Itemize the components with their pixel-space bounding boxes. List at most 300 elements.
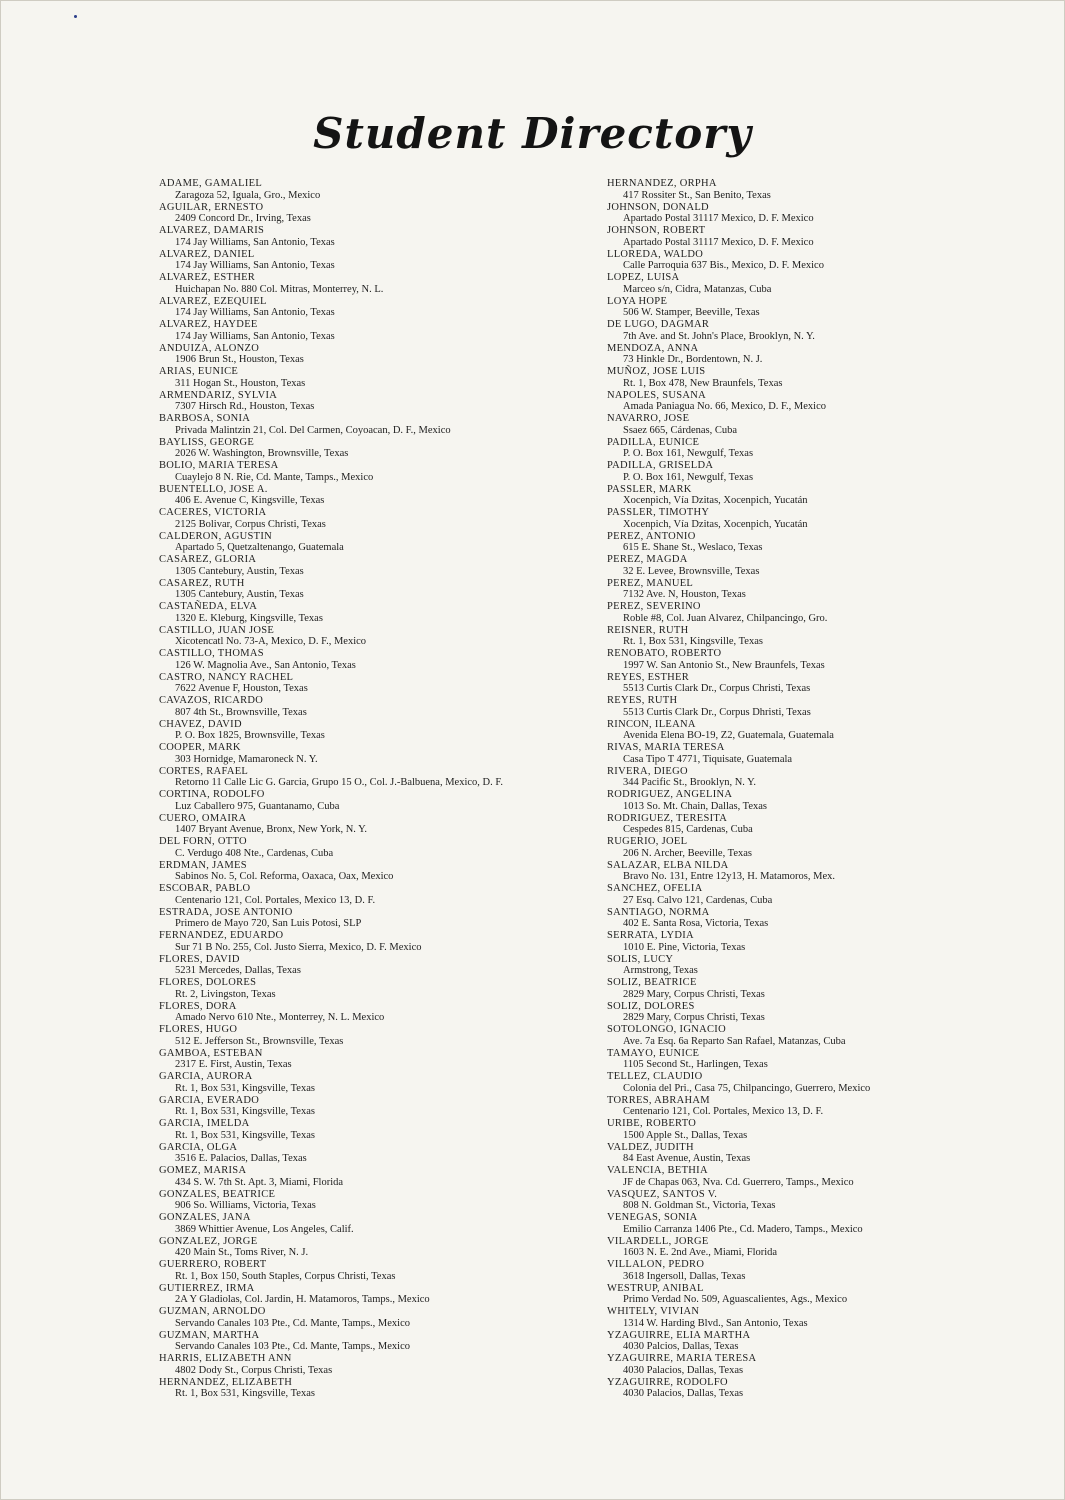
student-address: 2125 Bolivar, Corpus Christi, Texas [175,518,326,530]
student-address: Privada Malintzin 21, Col. Del Carmen, Coyoacan, D. F., Mexico [175,424,451,436]
directory-entry [159,1212,629,1236]
student-address: 303 Hornidge, Mamaroneck N. Y. [175,753,318,765]
student-address: Calle Parroquia 637 Bis., Mexico, D. F. Mexico [623,260,824,272]
directory-entry [159,860,629,884]
student-name: GUERRERO, ROBERT [159,1259,267,1270]
student-address: Centenario 121, Col. Portales, Mexico 13, D. F. [623,1106,824,1118]
directory-entry [607,1118,1065,1142]
directory-entry [159,296,629,320]
student-address: 1105 Second St., Harlingen, Texas [623,1059,768,1071]
directory-entry [159,343,629,367]
student-address: Ave. 7a Esq. 6a Reparto San Rafael, Matanzas, Cuba [623,1035,846,1047]
directory-entry [159,977,629,1001]
student-name: FLORES, DORA [159,1000,237,1012]
student-name: RUGERIO, JOEL [607,836,688,847]
student-address: 5231 Mercedes, Dallas, Texas [175,965,301,977]
student-address: Apartado Postal 31117 Mexico, D. F. Mexico [623,236,814,248]
student-address: Centenario 121, Col. Portales, Mexico 13, D. F. [175,894,376,906]
student-address: 615 E. Shane St., Weslaco, Texas [623,542,763,554]
student-name: DEL FORN, OTTO [159,836,247,847]
student-address: Cuaylejo 8 N. Rie, Cd. Mante, Tamps., Mexico [175,471,374,483]
student-name: FLORES, HUGO [159,1024,238,1035]
directory-entry [159,1118,629,1142]
student-name: TELLEZ, CLAUDIO [607,1071,703,1082]
student-name: GARCIA, EVERADO [159,1094,260,1106]
directory-entry [607,1048,1065,1072]
directory-entry [607,578,1065,602]
directory-entry [607,272,1065,296]
student-address: Cespedes 815, Cardenas, Cuba [623,824,753,836]
student-name: CASTILLO, THOMAS [159,648,264,659]
student-name: CALDERON, AGUSTIN [159,530,273,542]
student-name: BOLIO, MARIA TERESA [159,460,279,471]
directory-entry [159,930,629,954]
student-address: 1997 W. San Antonio St., New Braunfels, Texas [623,659,825,671]
directory-entry [159,883,629,907]
left-column [159,178,629,1400]
student-name: ARIAS, EUNICE [159,366,239,377]
student-address: Amado Nervo 610 Nte., Monterrey, N. L. Mexico [175,1012,385,1024]
student-name: ALVAREZ, DANIEL [159,248,255,260]
directory-entry [159,672,629,696]
student-address: Zaragoza 52, Iguala, Gro., Mexico [175,189,321,201]
student-name: RIVERA, DIEGO [607,765,688,777]
student-address: Bravo No. 131, Entre 12y13, H. Matamoros, Mex. [623,871,836,883]
directory-entry [159,742,629,766]
directory-entry [159,789,629,813]
directory-entry [159,484,629,508]
student-address: 7th Ave. and St. John's Place, Brooklyn, N. Y. [623,330,815,342]
student-address: 206 N. Archer, Beeville, Texas [623,847,752,859]
student-address: Xocenpich, Vía Dzitas, Xocenpich, Yucatán [623,495,808,507]
directory-entry [607,460,1065,484]
student-name: VENEGAS, SONIA [607,1212,698,1223]
directory-entry [607,366,1065,390]
directory-entry [607,954,1065,978]
directory-entry [607,319,1065,343]
directory-entry [607,390,1065,414]
student-address: Colonia del Pri., Casa 75, Chilpancingo, Guerrero, Mexico [623,1082,871,1094]
student-name: GUTIERREZ, IRMA [159,1282,255,1294]
student-address: 7307 Hirsch Rd., Houston, Texas [175,401,315,413]
student-address: 5513 Curtis Clark Dr., Corpus Christi, Texas [623,683,811,695]
student-address: 1500 Apple St., Dallas, Texas [623,1129,748,1141]
directory-entry [159,1236,629,1260]
student-address: 1407 Bryant Avenue, Bronx, New York, N. Y. [175,824,368,836]
student-name: SERRATA, LYDIA [607,930,694,941]
directory-entry [607,883,1065,907]
student-address: 2317 E. First, Austin, Texas [175,1059,292,1071]
student-address: Rt. 1, Box 478, New Braunfels, Texas [623,377,783,389]
student-name: RIVAS, MARIA TERESA [607,742,725,753]
student-address: Avenida Elena BO-19, Z2, Guatemala, Guatemala [623,730,834,742]
student-name: LOYA HOPE [607,295,668,307]
directory-entry [607,930,1065,954]
student-address: Servando Canales 103 Pte., Cd. Mante, Tamps., Mexico [175,1341,410,1353]
student-name: COOPER, MARK [159,742,241,753]
directory-entry [159,437,629,461]
directory-entry [159,695,629,719]
student-address: Xocenpich, Vía Dzitas, Xocenpich, Yucatán [623,518,808,530]
student-name: BARBOSA, SONIA [159,413,251,424]
directory-entry [159,507,629,531]
student-address: Apartado Postal 31117 Mexico, D. F. Mexico [623,213,814,225]
directory-entry [607,1001,1065,1025]
directory-entry [607,178,1065,202]
student-address: P. O. Box 161, Newgulf, Texas [623,448,754,460]
directory-entry [607,1259,1065,1283]
student-name: VASQUEZ, SANTOS V. [607,1188,718,1200]
student-name: YZAGUIRRE, MARIA TERESA [607,1353,757,1364]
student-name: GAMBOA, ESTEBAN [159,1047,263,1059]
directory-entry [159,178,629,202]
student-address: 7622 Avenue F, Houston, Texas [175,683,308,695]
student-address: Sur 71 B No. 255, Col. Justo Sierra, Mexico, D. F. Mexico [175,941,422,953]
directory-entry [159,648,629,672]
student-address: 906 So. Williams, Victoria, Texas [175,1200,316,1212]
student-address: 344 Pacific St., Brooklyn, N. Y. [623,777,756,789]
student-address: 27 Esq. Calvo 121, Cardenas, Cuba [623,894,773,906]
directory-entry [607,1212,1065,1236]
student-address: 174 Jay Williams, San Antonio, Texas [175,330,335,342]
directory-entry [607,1071,1065,1095]
student-address: 808 N. Goldman St., Victoria, Texas [623,1200,776,1212]
student-name: WESTRUP, ANIBAL [607,1282,704,1294]
student-name: TORRES, ABRAHAM [607,1094,710,1106]
student-name: RODRIGUEZ, TERESITA [607,812,728,824]
student-address: P. O. Box 1825, Brownsville, Texas [175,730,325,742]
directory-entry [607,343,1065,367]
student-address: 174 Jay Williams, San Antonio, Texas [175,307,335,319]
student-name: BAYLISS, GEORGE [159,436,255,448]
student-address: Rt. 1, Box 531, Kingsville, Texas [175,1106,315,1118]
student-name: LLOREDA, WALDO [607,248,704,260]
student-name: REYES, RUTH [607,695,678,706]
student-name: PASSLER, MARK [607,483,692,495]
student-address: 420 Main St., Toms River, N. J. [175,1247,309,1259]
directory-entry [159,719,629,743]
page-title: Student Directory [313,109,752,158]
student-address: 2829 Mary, Corpus Christi, Texas [623,988,765,1000]
student-name: MUÑOZ, JOSE LUIS [607,366,706,377]
student-name: VALDEZ, JUDITH [607,1141,694,1153]
directory-entry [159,601,629,625]
student-address: 2A Y Gladiolas, Col. Jardin, H. Matamoros, Tamps., Mexico [175,1294,430,1306]
directory-entry [607,601,1065,625]
student-name: BUENTELLO, JOSE A. [159,483,268,495]
student-address: 417 Rossiter St., San Benito, Texas [623,189,771,201]
student-name: SOTOLONGO, IGNACIO [607,1024,726,1035]
student-name: JOHNSON, ROBERT [607,225,706,236]
student-name: HERNANDEZ, ELIZABETH [159,1376,293,1388]
student-name: ESCOBAR, PABLO [159,883,251,894]
student-address: Luz Caballero 975, Guantanamo, Cuba [175,800,340,812]
student-address: 406 E. Avenue C, Kingsville, Texas [175,495,325,507]
directory-entry [607,1306,1065,1330]
student-address: 1320 E. Kleburg, Kingsville, Texas [175,612,323,624]
directory-entry [159,366,629,390]
student-name: PEREZ, ANTONIO [607,530,696,542]
directory-entry [159,1048,629,1072]
student-name: SOLIZ, DOLORES [607,1000,695,1012]
student-address: 3869 Whittier Avenue, Los Angeles, Calif. [175,1223,354,1235]
directory-entry [607,977,1065,1001]
student-name: REISNER, RUTH [607,624,689,636]
directory-entry [607,484,1065,508]
student-address: 4802 Dody St., Corpus Christi, Texas [175,1364,333,1376]
student-name: CAVAZOS, RICARDO [159,695,264,706]
directory-entry [159,319,629,343]
directory-entry [607,249,1065,273]
directory-entry [159,413,629,437]
student-address: Rt. 2, Livingston, Texas [175,988,276,1000]
student-name: NAVARRO, JOSE [607,413,690,424]
directory-entry [607,766,1065,790]
student-address: 434 S. W. 7th St. Apt. 3, Miami, Florida [175,1176,344,1188]
directory-entry [159,1095,629,1119]
student-name: RENOBATO, ROBERTO [607,648,722,659]
student-address: 84 East Avenue, Austin, Texas [623,1153,751,1165]
directory-entry [607,860,1065,884]
student-address: Xicotencatl No. 73-A, Mexico, D. F., Mexico [175,636,367,648]
directory-entry [159,554,629,578]
student-address: 126 W. Magnolia Ave., San Antonio, Texas [175,659,356,671]
directory-entry [159,272,629,296]
student-address: 1314 W. Harding Blvd., San Antonio, Texas [623,1317,808,1329]
directory-entry [159,202,629,226]
student-address: 1305 Cantebury, Austin, Texas [175,589,304,601]
student-address: Armstrong, Texas [623,965,698,977]
student-name: GARCIA, AURORA [159,1071,253,1082]
student-name: GUZMAN, MARTHA [159,1329,260,1341]
directory-entry [607,742,1065,766]
directory-entry [159,813,629,837]
student-name: HERNANDEZ, ORPHA [607,178,717,189]
student-name: ANDUIZA, ALONZO [159,342,260,354]
student-name: ALVAREZ, HAYDEE [159,319,258,330]
student-name: CORTINA, RODOLFO [159,789,265,800]
student-address: Primo Verdad No. 509, Aguascalientes, Ags., Mexico [623,1294,848,1306]
directory-entry [607,1095,1065,1119]
student-address: Sabinos No. 5, Col. Reforma, Oaxaca, Oax, Mexico [175,871,394,883]
student-name: PEREZ, MANUEL [607,577,694,589]
directory-entry [607,1377,1065,1401]
directory-entry [159,954,629,978]
student-address: 1906 Brun St., Houston, Texas [175,354,304,366]
directory-entry [607,1353,1065,1377]
student-address: 32 E. Levee, Brownsville, Texas [623,565,760,577]
student-name: CACERES, VICTORIA [159,507,267,518]
directory-entry [607,648,1065,672]
directory-entry [159,1071,629,1095]
directory-entry [607,437,1065,461]
right-column [607,178,1065,1400]
student-address: 5513 Curtis Clark Dr., Corpus Dhristi, Texas [623,706,811,718]
directory-entry [159,1024,629,1048]
student-address: 3618 Ingersoll, Dallas, Texas [623,1270,746,1282]
student-address: 4030 Palacios, Dallas, Texas [623,1364,744,1376]
directory-entry [607,695,1065,719]
directory-entry [159,249,629,273]
directory-entry [607,836,1065,860]
student-name: JOHNSON, DONALD [607,201,709,213]
student-name: AGUILAR, ERNESTO [159,201,264,213]
student-name: GONZALEZ, JORGE [159,1235,258,1247]
directory-entry [159,1306,629,1330]
student-address: Ssaez 665, Cárdenas, Cuba [623,424,738,436]
student-address: Roble #8, Col. Juan Alvarez, Chilpancingo, Gro. [623,612,828,624]
directory-entry [159,1330,629,1354]
student-name: PADILLA, EUNICE [607,436,700,448]
student-name: CHAVEZ, DAVID [159,718,242,730]
student-name: PADILLA, GRISELDA [607,460,714,471]
directory-entry [607,202,1065,226]
student-name: RINCON, ILEANA [607,718,696,730]
student-address: 73 Hinkle Dr., Bordentown, N. J. [623,354,763,366]
directory-entry [159,460,629,484]
student-address: 311 Hogan St., Houston, Texas [175,377,306,389]
directory-entry [607,813,1065,837]
student-name: ARMENDARIZ, SYLVIA [159,389,278,401]
student-name: GOMEZ, MARISA [159,1165,247,1176]
directory-entry [607,531,1065,555]
student-address: Casa Tipo T 4771, Tiquisate, Guatemala [623,753,793,765]
student-name: URIBE, ROBERTO [607,1118,697,1129]
student-address: 1010 E. Pine, Victoria, Texas [623,941,746,953]
student-address: Emilio Carranza 1406 Pte., Cd. Madero, Tamps., Mexico [623,1223,863,1235]
student-name: MENDOZA, ANNA [607,342,699,354]
directory-entry [159,1165,629,1189]
student-name: GARCIA, IMELDA [159,1118,250,1129]
student-address: Rt. 1, Box 531, Kingsville, Texas [175,1129,315,1141]
student-address: 1603 N. E. 2nd Ave., Miami, Florida [623,1247,778,1259]
directory-entry [607,719,1065,743]
student-name: VILLALON, PEDRO [607,1259,705,1270]
directory-entry [607,1236,1065,1260]
directory-entry [607,554,1065,578]
student-name: YZAGUIRRE, ELIA MARTHA [607,1329,751,1341]
student-name: CORTES, RAFAEL [159,765,249,777]
directory-entry [607,625,1065,649]
student-name: FLORES, DOLORES [159,977,257,988]
student-address: 7132 Ave. N, Houston, Texas [623,589,746,601]
student-address: 1305 Cantebury, Austin, Texas [175,565,304,577]
student-name: HARRIS, ELIZABETH ANN [159,1353,292,1364]
student-address: C. Verdugo 408 Nte., Cardenas, Cuba [175,847,334,859]
student-name: ALVAREZ, EZEQUIEL [159,295,267,307]
directory-entry [159,1377,629,1401]
student-name: SALAZAR, ELBA NILDA [607,859,729,871]
student-address: 2026 W. Washington, Brownsville, Texas [175,448,349,460]
student-address: 2829 Mary, Corpus Christi, Texas [623,1012,765,1024]
student-address: Rt. 1, Box 531, Kingsville, Texas [175,1082,315,1094]
student-name: PEREZ, SEVERINO [607,601,701,612]
student-name: WHITELY, VIVIAN [607,1306,700,1317]
student-address: 4030 Palcios, Dallas, Texas [623,1341,739,1353]
directory-entry [159,1189,629,1213]
student-name: GARCIA, OLGA [159,1141,238,1153]
directory-entry [607,413,1065,437]
student-address: 512 E. Jefferson St., Brownsville, Texas [175,1035,344,1047]
directory-entry [159,766,629,790]
student-name: ESTRADA, JOSE ANTONIO [159,906,293,918]
student-address: Rt. 1, Box 531, Kingsville, Texas [623,636,763,648]
student-address: 174 Jay Williams, San Antonio, Texas [175,236,335,248]
student-address: 1013 So. Mt. Chain, Dallas, Texas [623,800,768,812]
student-name: NAPOLES, SUSANA [607,389,707,401]
student-name: GONZALES, BEATRICE [159,1188,276,1200]
student-address: 3516 E. Palacios, Dallas, Texas [175,1153,307,1165]
student-address: 174 Jay Williams, San Antonio, Texas [175,260,335,272]
directory-entry [607,1330,1065,1354]
ink-speck [74,15,77,18]
directory-entry [159,1142,629,1166]
student-name: REYES, ESTHER [607,671,690,683]
directory-entry [159,225,629,249]
student-name: DE LUGO, DAGMAR [607,319,710,330]
student-name: ALVAREZ, ESTHER [159,272,256,283]
student-name: CASAREZ, GLORIA [159,554,257,565]
directory-entry [607,225,1065,249]
student-name: ALVAREZ, DAMARIS [159,225,265,236]
directory-entry [607,789,1065,813]
student-name: LOPEZ, LUISA [607,272,680,283]
directory-entry [607,1189,1065,1213]
student-address: Marceo s/n, Cidra, Matanzas, Cuba [623,283,772,295]
directory-entry [607,672,1065,696]
student-address: 402 E. Santa Rosa, Victoria, Texas [623,918,769,930]
student-address: Amada Paniagua No. 66, Mexico, D. F., Mexico [623,401,826,413]
student-name: ADAME, GAMALIEL [159,178,263,189]
directory-entry [159,1353,629,1377]
directory-entry [159,1283,629,1307]
student-address: Retorno 11 Calle Lic G. Garcia, Grupo 15 O., Col. J.-Balbuena, Mexico, D. F. [175,777,503,789]
student-name: CASAREZ, RUTH [159,577,245,589]
directory-entry [159,1259,629,1283]
student-address: P. O. Box 161, Newgulf, Texas [623,471,754,483]
student-name: YZAGUIRRE, RODOLFO [607,1376,728,1388]
student-address: 807 4th St., Brownsville, Texas [175,706,307,718]
student-name: CUERO, OMAIRA [159,812,247,824]
student-name: PASSLER, TIMOTHY [607,507,710,518]
student-name: PEREZ, MAGDA [607,554,688,565]
directory-entry [607,296,1065,320]
directory-entry [607,507,1065,531]
student-address: 2409 Concord Dr., Irving, Texas [175,213,311,225]
directory-entry [159,1001,629,1025]
student-name: ERDMAN, JAMES [159,859,247,871]
student-name: CASTILLO, JUAN JOSE [159,624,275,636]
student-name: FLORES, DAVID [159,953,240,965]
student-name: CASTAÑEDA, ELVA [159,601,258,612]
student-address: Huichapan No. 880 Col. Mitras, Monterrey, N. L. [175,283,384,295]
student-name: TAMAYO, EUNICE [607,1047,700,1059]
directory-entry [159,836,629,860]
directory-entry [607,1283,1065,1307]
student-address: Rt. 1, Box 531, Kingsville, Texas [175,1388,315,1400]
directory-entry [159,625,629,649]
student-address: 506 W. Stamper, Beeville, Texas [623,307,760,319]
student-name: SOLIS, LUCY [607,953,674,965]
student-name: VILARDELL, JORGE [607,1235,709,1247]
student-name: CASTRO, NANCY RACHEL [159,671,294,683]
student-name: GONZALES, JANA [159,1212,251,1223]
student-name: SANTIAGO, NORMA [607,906,710,918]
directory-entry [607,907,1065,931]
directory-entry [607,1142,1065,1166]
student-name: VALENCIA, BETHIA [607,1165,708,1176]
student-name: SOLIZ, BEATRICE [607,977,697,988]
